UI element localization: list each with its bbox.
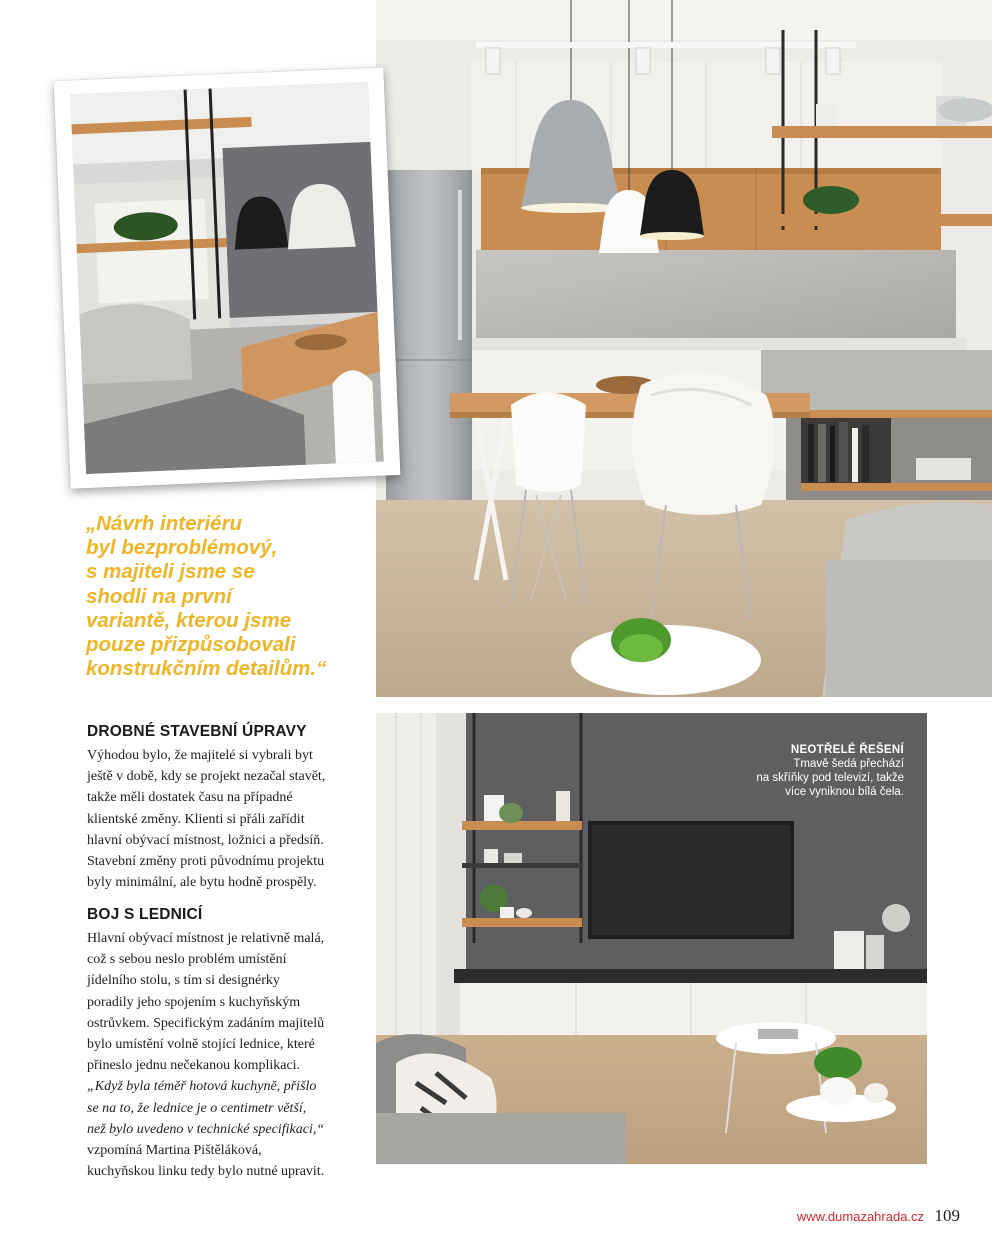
pull-quote-line: pouze přizpůsobovali	[86, 633, 296, 657]
body-line: což s sebou neslo problém umístění	[87, 952, 287, 968]
photo-caption-line: na skříňky pod televizí, takže	[756, 772, 904, 784]
pull-quote-line: konstrukčním detailům.“	[86, 657, 327, 681]
quote-line-italic: než bylo uvedeno v technické specifikaci,“	[87, 1121, 325, 1137]
pull-quote-line: byl bezproblémový,	[86, 536, 278, 560]
quote-line-italic: „Když byla téměř hotová kuchyně, přišlo	[87, 1079, 317, 1095]
body-line: poradily jeho spojením s kuchyňským	[87, 994, 301, 1010]
body-line: hlavní obývací místnost, ložnici a předsíň.	[87, 832, 324, 848]
living-room-inset-photo	[70, 82, 384, 474]
photo-caption-line: více vyniknou bílá čela.	[785, 786, 904, 798]
body-line: přineslo jednu nečekanou komplikaci.	[87, 1058, 301, 1074]
section-body-fridge	[87, 928, 324, 1182]
pull-quote	[86, 512, 371, 681]
body-line: klientské změny. Klienti si přáli zařídit	[87, 811, 305, 827]
tv-wall-photo	[376, 713, 927, 1164]
body-line: takže měli dostatek času na případné	[87, 790, 293, 806]
pull-quote-line: „Návrh interiéru	[86, 512, 243, 535]
page-footer	[797, 1206, 960, 1226]
quote-line-italic: se na to, že lednice je o centimetr větší,	[87, 1100, 307, 1116]
polaroid-photo-frame	[54, 67, 401, 488]
body-line: Výhodou bylo, že majitelé si vybrali byt	[87, 748, 313, 763]
section-body-construction	[87, 745, 325, 893]
body-line: vzpomíná Martina Pištěláková,	[87, 1143, 262, 1159]
body-line: jídelního stolu, s tím si designérky	[87, 973, 280, 989]
body-line: Hlavní obývací místnost je relativně malá,	[87, 931, 325, 946]
photo-caption-line: Tmavě šedá přechází	[793, 758, 904, 770]
body-line: ještě v době, kdy se projekt nezačal stavět,	[87, 769, 326, 785]
section-heading-fridge: BOJ S LEDNICÍ	[87, 906, 203, 923]
pull-quote-line: variantě, kterou jsme	[86, 608, 292, 632]
section-heading-construction: DROBNÉ STAVEBNÍ ÚPRAVY	[87, 723, 307, 740]
photo-caption-title: NEOTŘELÉ ŘEŠENÍ	[790, 744, 904, 756]
body-line: bylo umístění volně stojící lednice, které	[87, 1037, 315, 1053]
pull-quote-line: s majiteli jsme se	[86, 560, 255, 584]
body-line: Stavební změny proti původnímu projektu	[87, 854, 325, 870]
body-line: kuchyňskou linku tedy bylo nutné upravit.	[87, 1164, 325, 1180]
body-line: ostrůvkem. Specifickým zadáním majitelů	[87, 1015, 325, 1031]
pull-quote-line: shodli na první	[86, 584, 232, 608]
kitchen-dining-photo	[376, 0, 992, 697]
photo-caption	[756, 743, 904, 799]
footer-website-link[interactable]: www.dumazahrada.cz	[796, 1209, 925, 1224]
body-line: byly minimální, ale bytu hodně prospěly.	[87, 875, 317, 891]
page-number: 109	[934, 1206, 960, 1225]
